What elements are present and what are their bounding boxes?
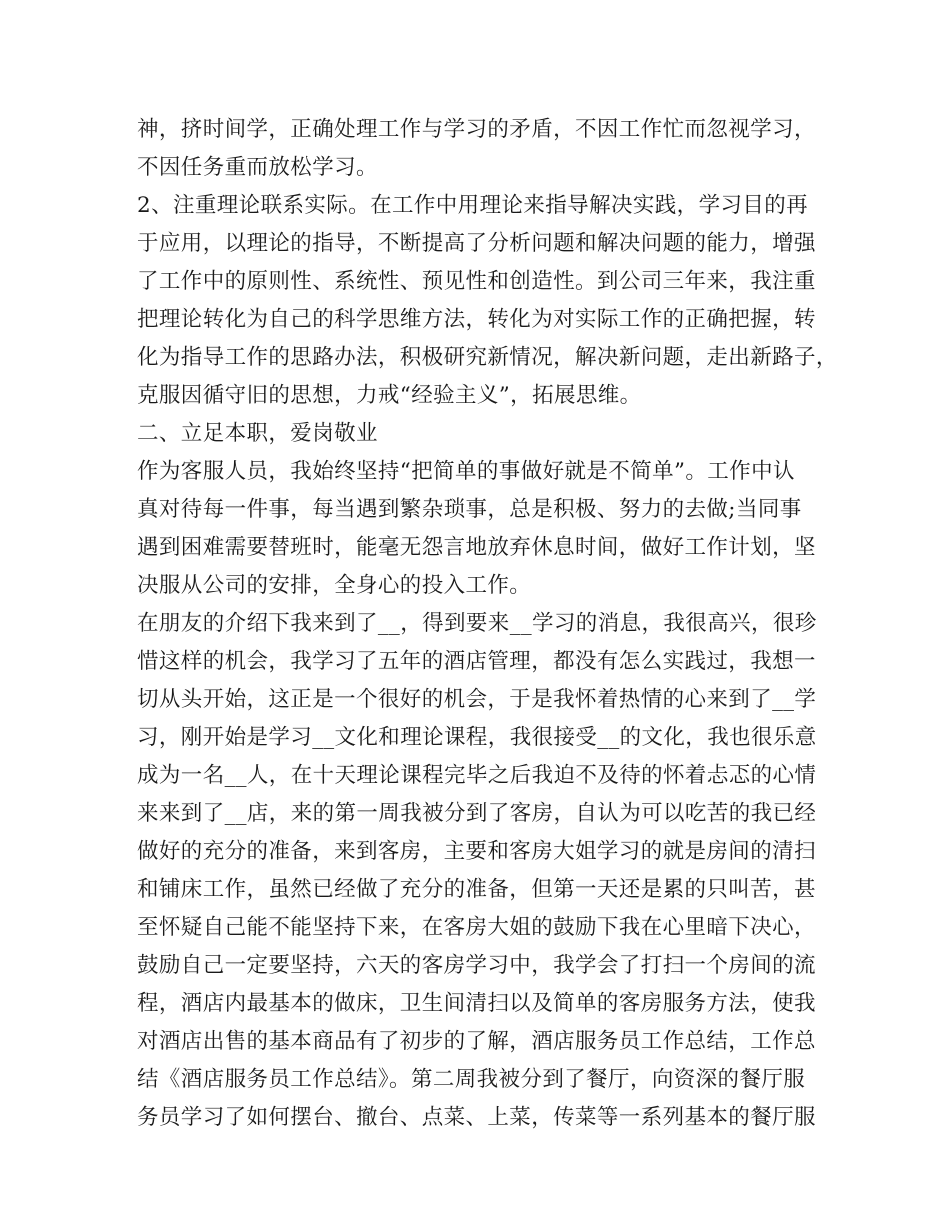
text-line: 成为一名__人，在十天理论课程完毕之后我迫不及待的怀着忐忑的心情 xyxy=(137,763,817,788)
text-line: 结《酒店服务员工作总结》。第二周我被分到了餐厅，向资深的餐厅服 xyxy=(137,1067,806,1092)
text-line: 和铺床工作，虽然已经做了充分的准备，但第一天还是累的只叫苦，甚 xyxy=(137,877,816,902)
text-line: 至怀疑自己能不能坚持下来，在客房大姐的鼓励下我在心里暗下决心， xyxy=(137,915,816,940)
text-line: 程，酒店内最基本的做床，卫生间清扫以及简单的客房服务方法，使我 xyxy=(137,991,816,1016)
text-line: 化为指导工作的思路办法，积极研究新情况，解决新问题，走出新路子， xyxy=(137,345,838,370)
text-line: 神，挤时间学，正确处理工作与学习的矛盾，不因工作忙而忽视学习， xyxy=(137,117,816,142)
text-line: 习，刚开始是学习__文化和理论课程，我很接受__的文化，我也很乐意 xyxy=(137,725,817,750)
text-line: 克服因循守旧的思想，力戒“经验主义”，拓展思维。 xyxy=(137,383,642,408)
document-body xyxy=(137,111,838,1137)
text-line: 真对待每一件事，每当遇到繁杂琐事，总是积极、努力的去做;当同事 xyxy=(137,497,802,522)
text-line: 惜这样的机会，我学习了五年的酒店管理，都没有怎么实践过，我想一 xyxy=(137,649,816,674)
text-line: 做好的充分的准备，来到客房，主要和客房大姐学习的就是房间的清扫 xyxy=(137,839,816,864)
text-line: 作为客服人员，我始终坚持“把简单的事做好就是不简单”。工作中认 xyxy=(137,459,795,484)
text-line: 切从头开始，这正是一个很好的机会，于是我怀着热情的心来到了__学 xyxy=(137,687,817,712)
text-line: 在朋友的介绍下我来到了__，得到要来__学习的消息，我很高兴，很珍 xyxy=(137,611,817,636)
text-line: 对酒店出售的基本商品有了初步的了解，酒店服务员工作总结，工作总 xyxy=(137,1029,816,1054)
text-line: 把理论转化为自己的科学思维方法，转化为对实际工作的正确把握，转 xyxy=(137,307,816,332)
text-line: 来来到了__店，来的第一周我被分到了客房，自认为可以吃苦的我已经 xyxy=(137,801,817,826)
section-heading: 二、立足本职，爱岗敬业 xyxy=(137,421,378,446)
text-line: 遇到困难需要替班时，能毫无怨言地放弃休息时间，做好工作计划，坚 xyxy=(137,535,816,560)
text-line: 2、注重理论联系实际。在工作中用理论来指导解决实践，学习目的再 xyxy=(137,193,809,218)
text-line: 决服从公司的安排，全身心的投入工作。 xyxy=(137,573,532,598)
text-line: 于应用，以理论的指导，不断提高了分析问题和解决问题的能力，增强 xyxy=(137,231,816,256)
text-line: 鼓励自己一定要坚持，六天的客房学习中，我学会了打扫一个房间的流 xyxy=(137,953,816,978)
text-line: 了工作中的原则性、系统性、预见性和创造性。到公司三年来，我注重 xyxy=(137,269,816,294)
text-line: 不因任务重而放松学习。 xyxy=(137,155,378,180)
text-line: 务员学习了如何摆台、撤台、点菜、上菜，传菜等一系列基本的餐厅服 xyxy=(137,1105,816,1130)
